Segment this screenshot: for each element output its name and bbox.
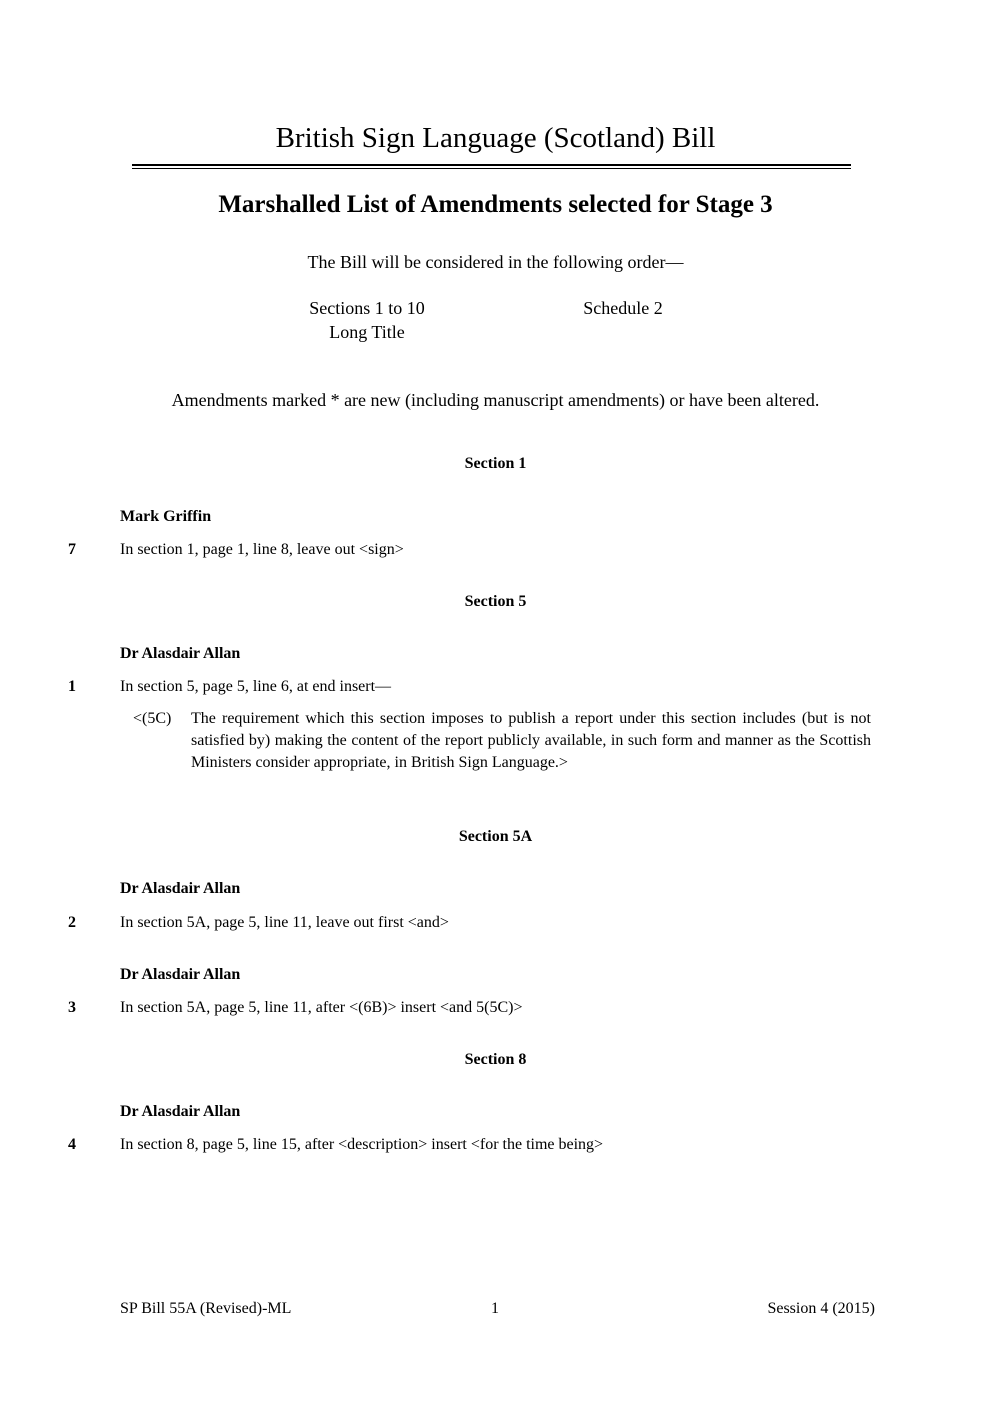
inserted-subsection-text: The requirement which this section imposes to publish a report under this section includes (but is not satisfied by) making the content of the report publicly available, in such form and manner as the Scottish Ministers consider appropriate, in British Sign Language.> <box>191 710 871 771</box>
section-heading: Section 1 <box>464 455 527 472</box>
amendment-sponsor: Dr Alasdair Allan <box>120 966 241 983</box>
order-column-1 <box>277 296 457 344</box>
amendments-note: Amendments marked * are new (including manuscript amendments) or have been altered. <box>171 390 820 410</box>
amendment-text: In section 5A, page 5, line 11, leave out first <and> <box>120 914 449 931</box>
amendment-number: 1 <box>68 678 76 695</box>
title-rule-thick <box>132 164 851 166</box>
amendment-sponsor: Mark Griffin <box>120 508 212 525</box>
amendment-text: In section 5, page 5, line 6, at end insert— <box>120 678 392 695</box>
order-intro: The Bill will be considered in the following order— <box>307 252 684 272</box>
footer-session: Session 4 (2015) <box>767 1300 875 1317</box>
footer-bill-reference: SP Bill 55A (Revised)-ML <box>120 1300 292 1317</box>
order-item: Sections 1 to 10 <box>309 298 425 318</box>
order-item: Long Title <box>329 322 405 342</box>
amendment-sponsor: Dr Alasdair Allan <box>120 1103 241 1120</box>
amendment-number: 3 <box>68 999 76 1016</box>
amendment-number: 2 <box>68 914 76 931</box>
amendment-text: In section 1, page 1, line 8, leave out <sign> <box>120 541 404 558</box>
amendment-number: 7 <box>68 541 76 558</box>
inserted-subsection-label: <(5C) <box>133 710 172 727</box>
section-heading: Section 5 <box>464 593 527 610</box>
title-rule-thin <box>132 168 851 169</box>
order-column-2 <box>533 296 713 320</box>
order-item: Schedule 2 <box>583 298 663 318</box>
section-heading: Section 5A <box>458 828 533 845</box>
amendment-sponsor: Dr Alasdair Allan <box>120 645 241 662</box>
bill-title: British Sign Language (Scotland) Bill <box>275 122 716 154</box>
amendment-text: In section 5A, page 5, line 11, after <(6B)> insert <and 5(5C)> <box>120 999 523 1016</box>
page-title: Marshalled List of Amendments selected for Stage 3 <box>218 191 773 218</box>
section-heading: Section 8 <box>464 1051 527 1068</box>
footer-page-number: 1 <box>491 1300 499 1317</box>
amendment-sponsor: Dr Alasdair Allan <box>120 880 241 897</box>
amendment-text: In section 8, page 5, line 15, after <description> insert <for the time being> <box>120 1136 604 1153</box>
amendment-number: 4 <box>68 1136 76 1153</box>
